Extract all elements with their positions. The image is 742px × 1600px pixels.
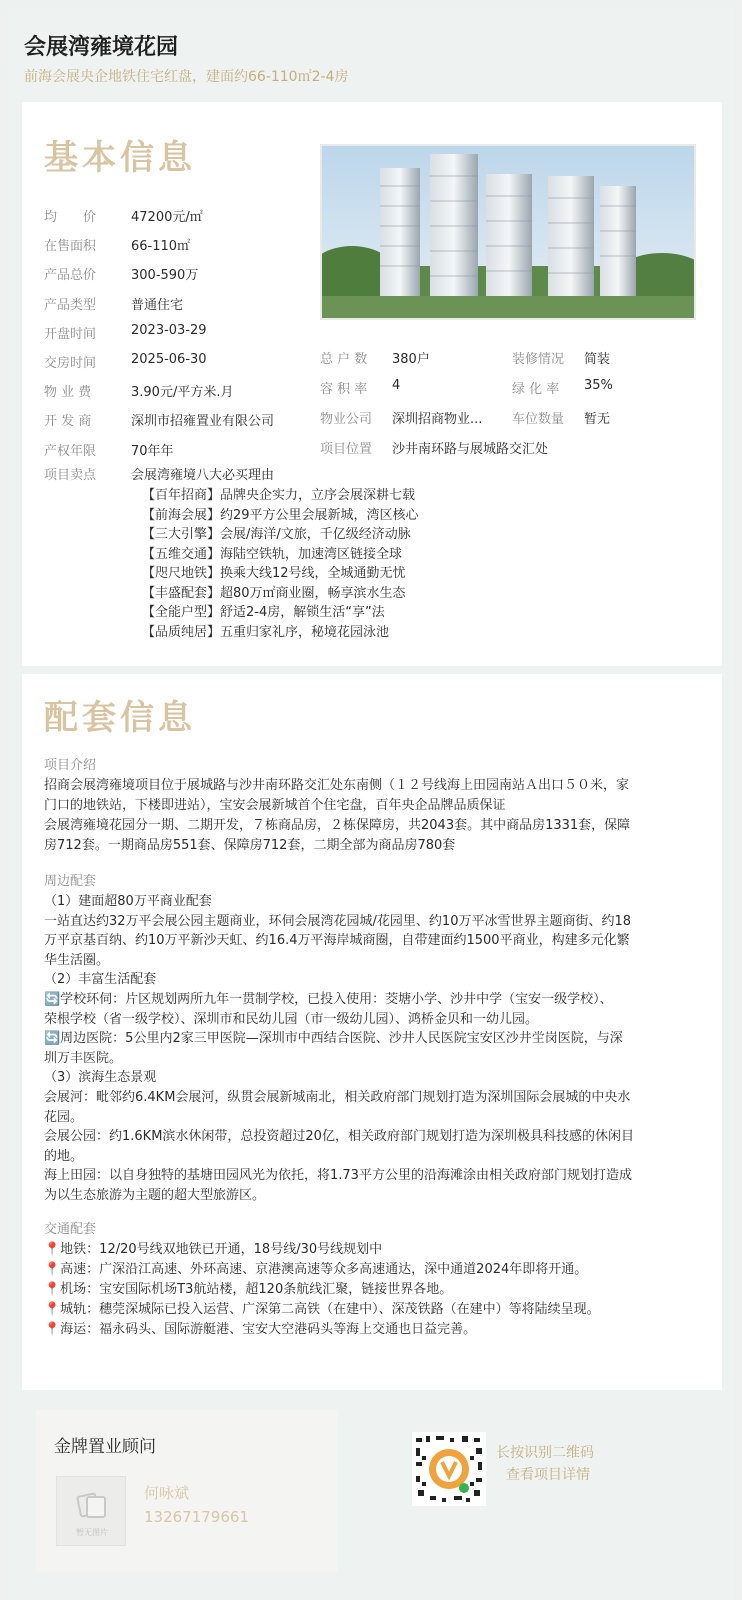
consultant-heading: 金牌置业顾问 — [54, 1437, 156, 1457]
consultant-phone[interactable]: 13267179661 — [144, 1508, 249, 1526]
avatar-caption: 暂无图片 — [76, 1528, 108, 1537]
facilities-card — [22, 674, 722, 1390]
text-line: 📍海运：福永码头、国际游艇港、宝安大空港码头等海上交通也日益完善。 — [44, 1322, 477, 1337]
text-line: 📍城轨：穗莞深城际已投入运营、广深第二高铁（在建中）、深茂铁路（在建中）等将陆续呈现。 — [44, 1302, 600, 1317]
text-line: 招商会展湾雍境项目位于展城路与沙井南环路交汇处东南侧（１２号线海上田园南站Ａ出口５０米，家 — [44, 778, 630, 793]
location-value: 沙井南环路与展城路交汇处 — [392, 442, 549, 457]
parking-value: 暂无 — [584, 412, 611, 427]
consultant-name: 何咏斌 — [144, 1484, 190, 1502]
page — [8, 8, 734, 1600]
traffic-paragraph — [44, 1240, 704, 1340]
info-row-value: 深圳市招雍置业有限公司 — [131, 414, 275, 430]
green-label: 绿 化 率 — [512, 382, 560, 397]
selling-point: 【品质纯居】五重归家礼序，秘境花园泳池 — [142, 624, 390, 640]
info-row-label: 均 价 — [44, 210, 97, 225]
info-row-label: 开盘时间 — [44, 326, 97, 342]
decoration-value: 简装 — [584, 352, 611, 367]
around-label: 周边配套 — [44, 874, 97, 889]
far-value: 4 — [392, 378, 401, 393]
decoration-label: 装修情况 — [512, 352, 565, 367]
text-line: （3）滨海生态景观 — [44, 1070, 157, 1086]
property-value: 深圳招商物业... — [392, 412, 483, 427]
text-line: 📍机场：宝安国际机场T3航站楼，超120条航线汇聚，链接世界各地。 — [44, 1282, 453, 1297]
around-paragraph — [44, 892, 704, 1206]
consultant-card — [36, 1410, 338, 1572]
text-line: 门口的地铁站，下楼即进站），宝安会展新城首个住宅盘，百年央企品牌品质保证 — [44, 798, 506, 813]
text-line: 的地。 — [44, 1148, 84, 1164]
text-line: 🔄学校环伺：片区规划两所九年一贯制学校，已投入使用：茭塘小学、沙井中学（宝安一级学校）、 — [44, 991, 613, 1007]
intro-paragraph — [44, 776, 704, 856]
text-line: 荣根学校（省一级学校）、深圳市和民幼儿园（市一级幼儿园）、鸿桥金贝和一幼儿园。 — [44, 1011, 539, 1027]
text-line: 会展湾雍境花园分一期、二期开发，７栋商品房，２栋保障房，共2043套。其中商品房1331套，保障 — [44, 818, 631, 833]
text-line: （2）丰富生活配套 — [44, 972, 157, 988]
info-row-label: 物 业 费 — [44, 385, 92, 401]
info-row-value: 47200元/㎡ — [131, 210, 203, 225]
text-line: 华生活圈。 — [44, 952, 110, 968]
info-row-value: 66-110㎡ — [131, 239, 191, 255]
text-line: 房712套。一期商品房551套、保障房712套，二期全部为商品房780套 — [44, 838, 456, 853]
text-line: 海上田园：以自身独特的基塘田园风光为依托，将1.73平方公里的沿海滩涂由相关政府部门规划打造成 — [44, 1168, 632, 1184]
property-label: 物业公司 — [320, 412, 373, 427]
info-row-label: 交房时间 — [44, 356, 97, 371]
text-line: 🔄周边医院：5公里内2家三甲医院—深圳市中西结合医院、沙井人民医院宝安区沙井坣岗医院，与深 — [44, 1031, 623, 1047]
avatar — [56, 1476, 126, 1546]
intro-label: 项目介绍 — [44, 758, 97, 773]
qr-code-icon — [412, 1432, 486, 1506]
page-header — [8, 8, 734, 102]
green-value: 35% — [584, 378, 613, 393]
project-title: 会展湾雍境花园 — [24, 35, 179, 60]
text-line: 花园。 — [44, 1109, 84, 1125]
households-value: 380户 — [392, 352, 430, 367]
selling-point: 【百年招商】品牌央企实力，立序会展深耕七载 — [142, 488, 416, 503]
info-row-label: 产品总价 — [44, 268, 97, 284]
far-label: 容 积 率 — [320, 382, 368, 397]
text-line: 会展河：毗邻约6.4KM会展河，纵贯会展新城南北，相关政府部门规划打造为深圳国际会展城的中央水 — [44, 1089, 631, 1105]
text-line: 📍地铁：12/20号线双地铁已开通，18号线/30号线规划中 — [44, 1242, 383, 1257]
info-row-value: 普通住宅 — [131, 297, 184, 313]
info-row-value: 2025-06-30 — [131, 352, 207, 367]
selling-point: 【三大引擎】会展/海洋/文旅，千亿级经济动脉 — [142, 527, 411, 542]
selling-point: 【五维交通】海陆空铁轨，加速湾区链接全球 — [142, 546, 403, 562]
households-label: 总 户 数 — [320, 352, 368, 367]
info-row-label: 在售面积 — [44, 239, 97, 255]
selling-label: 项目卖点 — [44, 468, 97, 483]
qr-hint-line2: 查看项目详情 — [506, 1467, 590, 1483]
info-row-value: 3.90元/平方米.月 — [131, 385, 234, 401]
selling-point: 【咫尺地铁】换乘大线12号线，全城通勤无忧 — [142, 566, 406, 581]
location-label: 项目位置 — [320, 442, 373, 457]
text-line: 为以生态旅游为主题的超大型旅游区。 — [44, 1187, 266, 1203]
basic-info-card — [22, 102, 722, 666]
parking-label: 车位数量 — [512, 412, 565, 427]
project-subtitle: 前海会展央企地铁住宅红盘，建面约66-110㎡2-4房 — [24, 69, 349, 85]
info-row-label: 开 发 商 — [44, 414, 92, 430]
selling-point: 【全能户型】舒适2-4房，解锁生活“享”法 — [142, 605, 385, 620]
text-line: 会展公园：约1.6KM滨水休闲带，总投资超过20亿，相关政府部门规划打造为深圳极具科技感的休闲目 — [44, 1129, 634, 1145]
info-row-value: 2023-03-29 — [131, 322, 207, 338]
text-line: 圳万丰医院。 — [44, 1050, 123, 1066]
text-line: 📍高速：广深沿江高速、外环高速、京港澳高速等众多高速通达，深中通道2024年即将开通。 — [44, 1262, 588, 1277]
qr-hint-line1: 长按识别二维码 — [496, 1445, 594, 1461]
selling-point: 【前海会展】约29平方公里会展新城，湾区核心 — [142, 507, 419, 523]
info-row-value: 300-590万 — [131, 268, 199, 284]
selling-point: 【丰盛配套】超80万㎡商业圈，畅享滨水生态 — [142, 585, 406, 601]
info-row-label: 产权年限 — [44, 443, 97, 459]
facilities-heading: 配套信息 — [44, 698, 196, 738]
info-row-label: 产品类型 — [44, 297, 97, 313]
text-line: 万平京基百纳、约10万平新沙天虹、约16.4万平海岸城商圈，自带建面约1500平商业，构建多元化繁 — [44, 933, 630, 949]
selling-intro: 会展湾雍境八大必买理由 — [131, 468, 275, 483]
text-line: （1）建面超80万平商业配套 — [44, 894, 212, 909]
building-render-image — [322, 146, 696, 320]
info-row-value: 70年年 — [131, 443, 174, 459]
qr-code[interactable] — [412, 1432, 486, 1506]
basic-info-heading: 基本信息 — [44, 138, 196, 178]
text-line: 一站直达约32万平会展公园主题商业，环伺会展湾花园城/花园里、约10万平冰雪世界主题商街、约18 — [44, 913, 632, 929]
traffic-label: 交通配套 — [44, 1222, 97, 1237]
project-photo[interactable] — [320, 144, 696, 320]
